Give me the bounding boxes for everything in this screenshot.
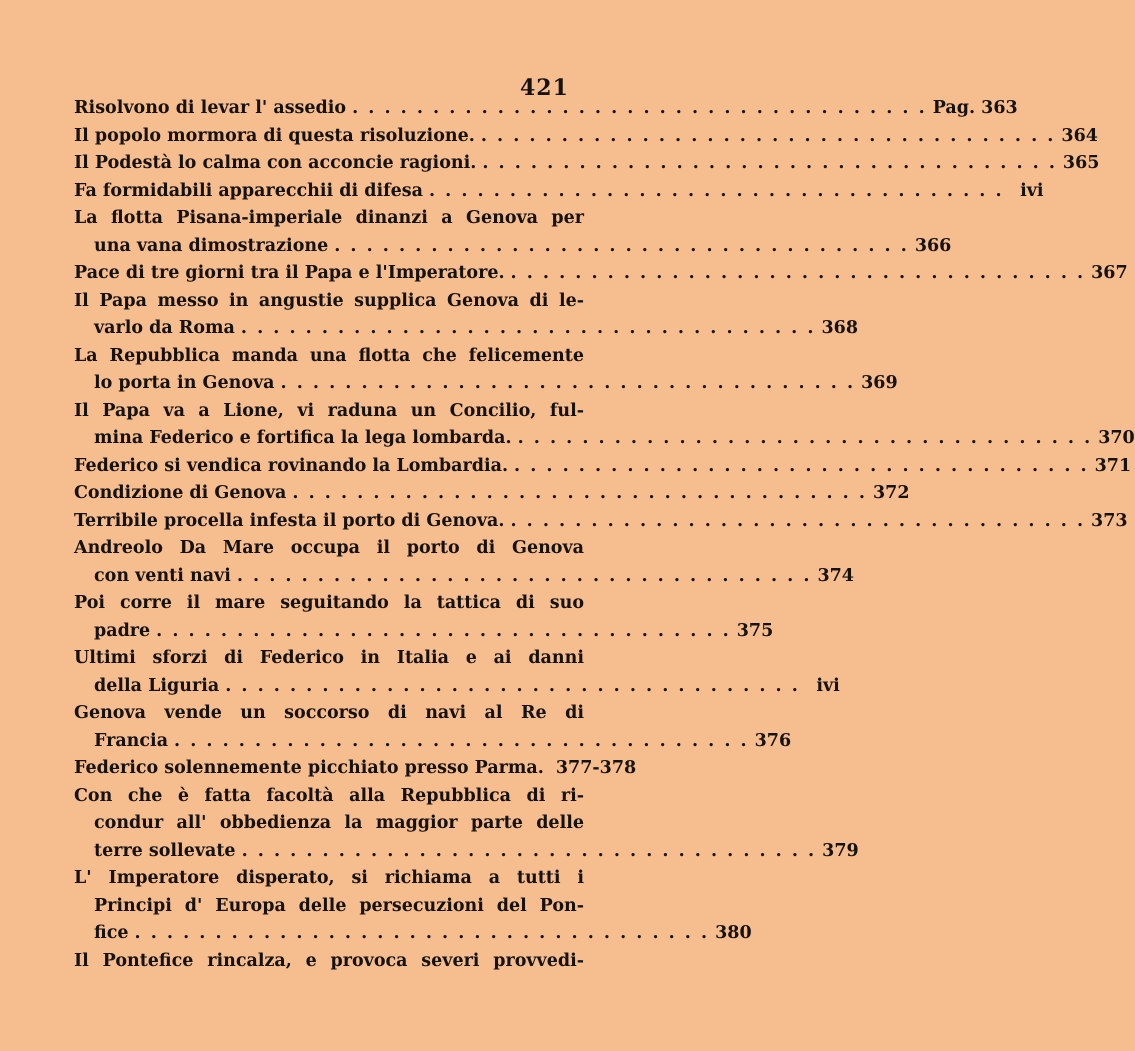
toc-line <box>74 508 1128 536</box>
toc-entry <box>74 260 1128 288</box>
toc-entry <box>74 205 952 260</box>
entry-text: Terribile procella infesta il porto di Genova. <box>74 510 505 531</box>
toc-line <box>74 178 1044 206</box>
entry-text: Il Papa va a Lione, vi raduna un Concilio, ful- <box>74 400 584 421</box>
entry-text: Condizione di Genova <box>74 483 287 503</box>
toc-entry <box>74 343 898 398</box>
page-reference: 375 <box>736 620 774 641</box>
page-reference: 379 <box>822 840 859 861</box>
page-reference: 371 <box>1094 455 1132 476</box>
toc-entry <box>74 755 637 783</box>
page-reference: 373 <box>1091 510 1128 531</box>
toc-entry <box>74 865 752 948</box>
toc-line <box>74 425 1135 453</box>
toc-line <box>74 893 584 921</box>
dot-leader: . . . . . . . . . . . . . . . . . . . . . . . . . . . . . . . . . . . . <box>482 153 1057 173</box>
page-reference: 364 <box>1061 125 1098 146</box>
toc-entry <box>74 123 1098 151</box>
toc-entry <box>74 700 792 755</box>
toc-line <box>74 700 584 728</box>
entry-text: terre sollevate <box>94 840 236 861</box>
entry-text: Andreolo Da Mare occupa il porto di Genova <box>74 538 584 558</box>
toc-line <box>74 288 584 316</box>
entry-text: Federico si vendica rovinando la Lombardia. <box>74 455 509 476</box>
entry-text: condur all' obbedienza la maggior parte delle <box>94 813 584 833</box>
toc-line <box>74 343 584 371</box>
page-reference: Pag. 363 <box>932 98 1018 118</box>
toc-line <box>74 948 584 976</box>
entry-text: La Repubblica manda una flotta che felicemente <box>74 345 584 366</box>
toc-line <box>74 315 858 343</box>
table-of-contents <box>74 95 1135 975</box>
toc-entry <box>74 453 1132 481</box>
toc-line <box>74 95 1018 123</box>
toc-entry <box>74 288 858 343</box>
entry-text: Francia <box>94 730 169 751</box>
toc-line <box>74 563 854 591</box>
toc-line <box>74 618 774 646</box>
toc-line <box>74 838 859 866</box>
toc-line <box>74 755 637 783</box>
dot-leader: . . . . . . . . . . . . . . . . . . . . . . . . . . . . . . . . . . . . <box>225 675 800 696</box>
toc-line <box>74 398 584 426</box>
entry-text: lo porta in Genova <box>94 373 275 393</box>
toc-line <box>74 535 584 563</box>
page-reference: 370 <box>1098 428 1135 448</box>
entry-text: una vana dimostrazione <box>94 235 329 256</box>
dot-leader: . . . . . . . . . . . . . . . . . . . . . . . . . . . . . . . . . . . . <box>517 428 1093 448</box>
page-reference: ivi <box>816 675 840 696</box>
toc-line <box>74 260 1128 288</box>
entry-text: Principi d' Europa delle persecuzioni del Pon- <box>94 895 584 916</box>
dot-leader: . . . . . . . . . . . . . . . . . . . . . . . . . . . . . . . . . . . . <box>292 483 867 503</box>
entry-text: varlo da Roma <box>94 318 235 338</box>
toc-entry <box>74 480 910 508</box>
toc-line <box>74 233 952 261</box>
entry-text: La flotta Pisana-imperiale dinanzi a Genova per <box>74 208 584 228</box>
entry-text: Genova vende un soccorso di navi al Re di <box>74 703 584 723</box>
entry-text: Il Papa messo in angustie supplica Genova di le- <box>74 290 584 311</box>
entry-text: Pace di tre giorni tra il Papa e l'Imperatore. <box>74 263 505 283</box>
dot-leader: . . . . . . . . . . . . . . . . . . . . . . . . . . . . . . . . . . . . <box>334 235 909 256</box>
dot-leader: . . . . . . . . . . . . . . . . . . . . . . . . . . . . . . . . . . . . <box>514 455 1089 476</box>
entry-text: Poi corre il mare seguitando la tattica di suo <box>74 593 584 613</box>
page-reference: 368 <box>821 318 858 338</box>
dot-leader: . . . . . . . . . . . . . . . . . . . . . . . . . . . . . . . . . . . . <box>156 620 731 641</box>
toc-line <box>74 370 898 398</box>
page-reference: 369 <box>861 373 898 393</box>
toc-entry <box>74 508 1128 536</box>
entry-text: Il Pontefice rincalza, e provoca severi provvedi- <box>74 950 584 971</box>
toc-line <box>74 123 1098 151</box>
page-reference: 367 <box>1091 263 1128 283</box>
entry-text: della Liguria <box>94 675 220 696</box>
toc-entry <box>74 95 1018 123</box>
dot-leader: . . . . . . . . . . . . . . . . . . . . . . . . . . . . . . . . . . . . <box>241 840 817 861</box>
page-reference: 380 <box>715 923 752 943</box>
toc-entry <box>74 398 1135 453</box>
dot-leader: . . . . . . . . . . . . . . . . . . . . . . . . . . . . . . . . . . . . <box>480 125 1056 146</box>
page-reference: ivi <box>1020 180 1044 201</box>
entry-text: Con che è fatta facoltà alla Repubblica di ri- <box>74 785 584 806</box>
page-reference: 365 <box>1062 153 1100 173</box>
entry-text: padre <box>94 620 151 641</box>
dot-leader: . . . . . . . . . . . . . . . . . . . . . . . . . . . . . . . . . . . . <box>134 923 710 943</box>
toc-line <box>74 783 584 811</box>
toc-entry <box>74 150 1100 178</box>
entry-text: mina Federico e fortifica la lega lombarda. <box>94 428 512 448</box>
entry-text: con venti navi <box>94 565 231 586</box>
entry-text: Ultimi sforzi di Federico in Italia e ai danni <box>74 648 584 668</box>
page-number: 421 <box>520 75 569 101</box>
dot-leader: . . . . . . . . . . . . . . . . . . . . . . . . . . . . . . . . . . . . <box>240 318 816 338</box>
entry-text: Federico solennemente picchiato presso Parma. <box>74 758 544 778</box>
toc-entry <box>74 783 859 866</box>
entry-text: fice <box>94 923 129 943</box>
toc-line <box>74 150 1100 178</box>
toc-line <box>74 810 584 838</box>
page-reference: 376 <box>754 730 792 751</box>
dot-leader: . . . . . . . . . . . . . . . . . . . . . . . . . . . . . . . . . . . . <box>174 730 749 751</box>
toc-line <box>74 865 584 893</box>
dot-leader: . . . . . . . . . . . . . . . . . . . . . . . . . . . . . . . . . . . . <box>428 180 1004 201</box>
toc-line <box>74 920 752 948</box>
toc-line <box>74 590 584 618</box>
toc-entry <box>74 535 854 590</box>
entry-text: Il popolo mormora di questa risoluzione. <box>74 125 475 146</box>
toc-line <box>74 645 584 673</box>
toc-entry <box>74 645 840 700</box>
dot-leader: . . . . . . . . . . . . . . . . . . . . . . . . . . . . . . . . . . . . <box>510 263 1086 283</box>
entry-text: Fa formidabili apparecchii di difesa <box>74 180 423 201</box>
toc-entry <box>74 948 584 976</box>
toc-line <box>74 728 792 756</box>
entry-text: Risolvono di levar l' assedio <box>74 98 347 118</box>
toc-line <box>74 673 840 701</box>
entry-text: L' Imperatore disperato, si richiama a tutti i <box>74 868 584 888</box>
page-reference: 374 <box>817 565 854 586</box>
dot-leader: . . . . . . . . . . . . . . . . . . . . . . . . . . . . . . . . . . . . <box>280 373 856 393</box>
toc-line <box>74 480 910 508</box>
page-reference: 372 <box>872 483 910 503</box>
toc-entry <box>74 590 774 645</box>
dot-leader: . . . . . . . . . . . . . . . . . . . . . . . . . . . . . . . . . . . . <box>236 565 812 586</box>
dot-leader: . . . . . . . . . . . . . . . . . . . . . . . . . . . . . . . . . . . . <box>352 98 927 118</box>
entry-text: Il Podestà lo calma con acconcie ragioni. <box>74 153 477 173</box>
page-reference: 366 <box>914 235 952 256</box>
page-reference: 377-378 <box>555 758 637 778</box>
toc-line <box>74 453 1132 481</box>
toc-entry <box>74 178 1044 206</box>
dot-leader: . . . . . . . . . . . . . . . . . . . . . . . . . . . . . . . . . . . . <box>510 510 1086 531</box>
toc-line <box>74 205 584 233</box>
